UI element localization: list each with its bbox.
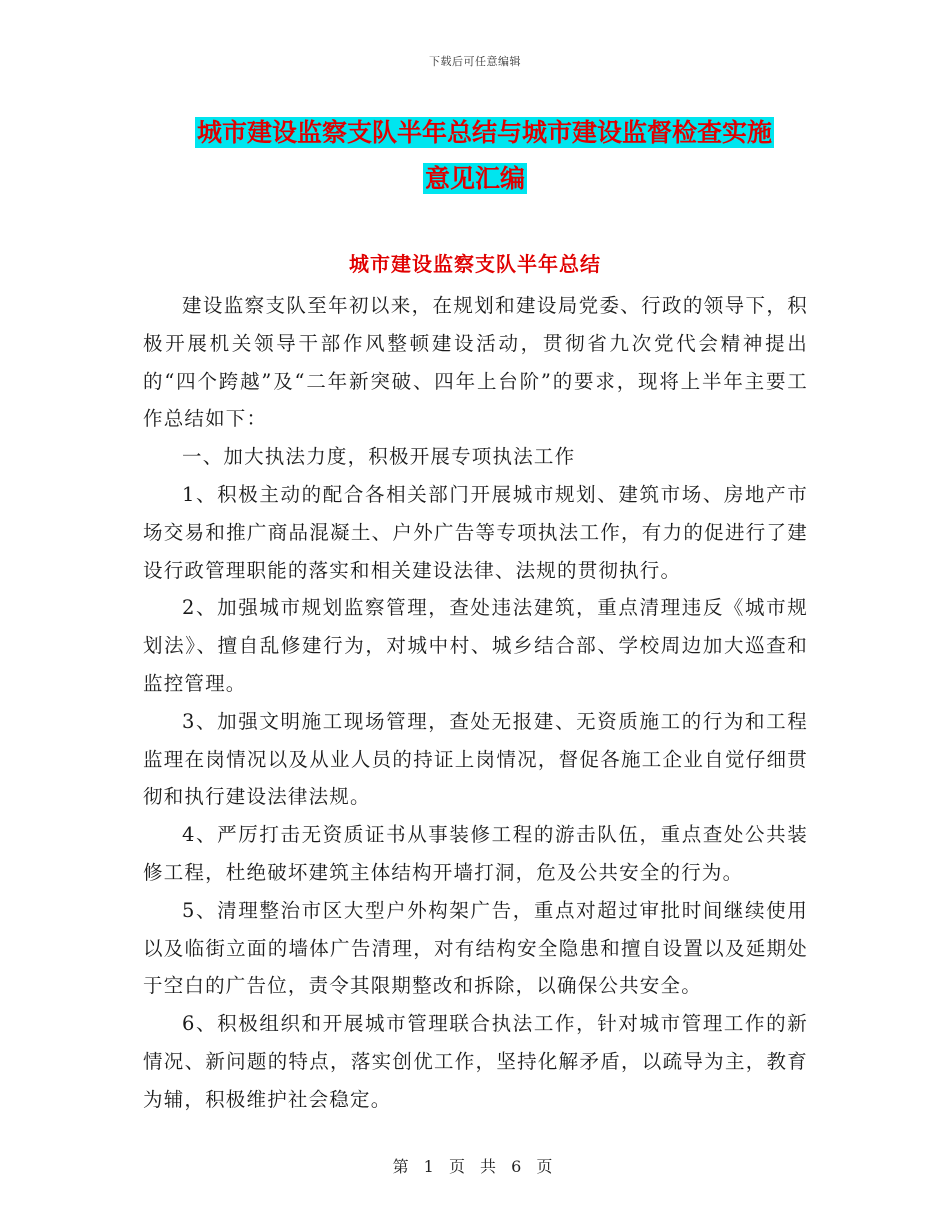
paragraph-item-6: 6、积极组织和开展城市管理联合执法工作，针对城市管理工作的新情况、新问题的特点，落实创优工作，坚持化解矛盾，以疏导为主，教育为辅，积极维护社会稳定。 [143, 1012, 808, 1111]
section-title: 城市建设监察支队半年总结 [349, 252, 601, 276]
paragraph-intro: 建设监察支队至年初以来，在规划和建设局党委、行政的领导下，积极开展机关领导干部作风整顿建设活动，贯彻省九次党代会精神提出的“四个跨越”及“二年新突破、四年上台阶”的要求，现将上半年主要工作总结如下： [143, 294, 808, 431]
page-footer: 第 1 页 共 6 页 [392, 1157, 558, 1176]
paragraph-heading-1: 一、加大执法力度，积极开展专项执法工作 [182, 445, 576, 469]
header-note: 下载后可任意编辑 [429, 55, 521, 68]
paragraph-item-5: 5、清理整治市区大型户外构架广告，重点对超过审批时间继续使用以及临街立面的墙体广告清理，对有结构安全隐患和擅自设置以及延期处于空白的广告位，责令其限期整改和拆除，以确保公共安全。 [143, 898, 808, 998]
title-line-1: 城市建设监察支队半年总结与城市建设监督检查实施 [197, 118, 773, 147]
paragraph-item-1: 1、积极主动的配合各相关部门开展城市规划、建筑市场、房地产市场交易和推广商品混凝土、户外广告等专项执法工作，有力的促进行了建设行政管理职能的落实和相关建设法律、法规的贯彻执行。 [143, 482, 808, 582]
body-text [143, 287, 808, 1119]
paragraph-item-3: 3、加强文明施工现场管理，查处无报建、无资质施工的行为和工程监理在岗情况以及从业人员的持证上岗情况，督促各施工企业自觉仔细贯彻和执行建设法律法规。 [143, 709, 808, 809]
paragraph-item-2: 2、加强城市规划监察管理，查处违法建筑，重点清理违反《城市规划法》、擅自乱修建行为，对城中村、城乡结合部、学校周边加大巡查和监控管理。 [143, 596, 808, 695]
paragraph-item-4: 4、严厉打击无资质证书从事装修工程的游击队伍，重点查处公共装修工程，杜绝破坏建筑主体结构开墙打洞，危及公共安全的行为。 [143, 823, 808, 884]
title-line-2: 意见汇编 [424, 164, 525, 193]
